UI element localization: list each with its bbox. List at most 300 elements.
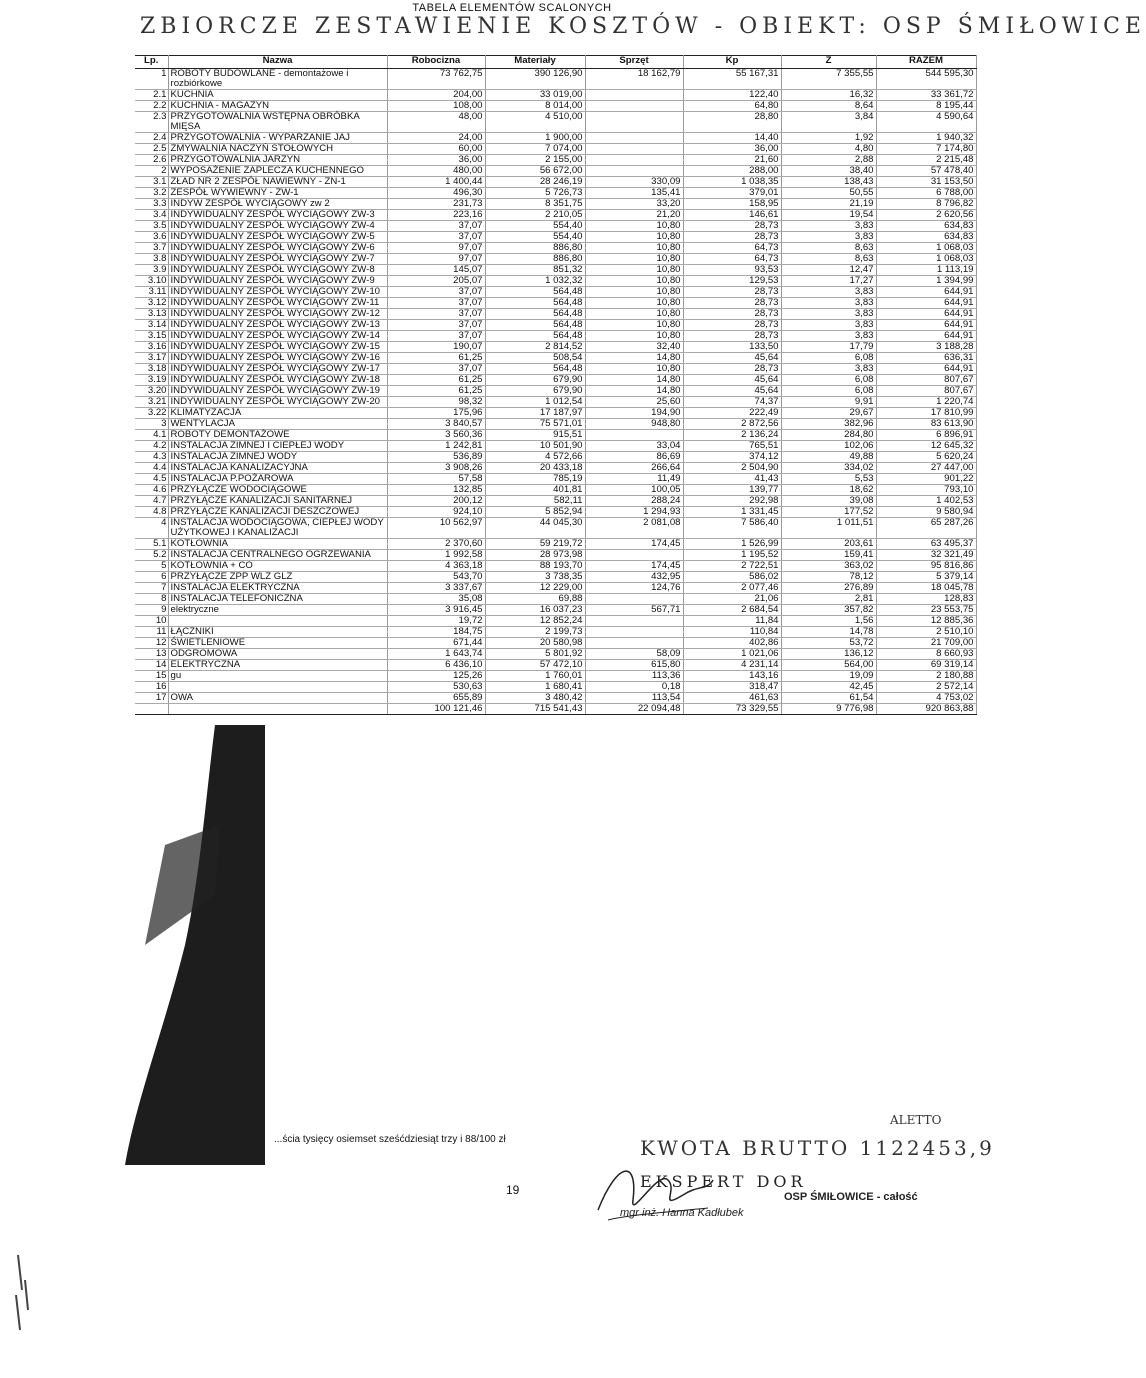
- row-materialy: 390 126,90: [485, 69, 585, 90]
- row-robocizna: 671,44: [387, 638, 485, 649]
- row-z: 17,79: [781, 342, 876, 353]
- row-kp: 2 136,24: [683, 430, 781, 441]
- row-lp: 5: [135, 561, 168, 572]
- row-razem: 1 394,99: [876, 276, 976, 287]
- row-razem: 21 709,00: [876, 638, 976, 649]
- row-lp: 4.8: [135, 507, 168, 518]
- row-lp: 3.18: [135, 364, 168, 375]
- table-row: [135, 232, 976, 243]
- row-name: INDYW ZESPÓŁ WYCIĄGOWY zw 2: [168, 199, 387, 210]
- table-row: [135, 276, 976, 287]
- row-name: INDYWIDUALNY ZESPÓŁ WYCIĄGOWY ZW-7: [168, 254, 387, 265]
- row-name: PRZYŁĄCZE KANALIZACJI DESZCZOWEJ: [168, 507, 387, 518]
- row-robocizna: 24,00: [387, 133, 485, 144]
- table-row: [135, 518, 976, 539]
- row-razem: 636,31: [876, 353, 976, 364]
- table-row: [135, 386, 976, 397]
- row-robocizna: 37,07: [387, 364, 485, 375]
- row-robocizna: 10 562,97: [387, 518, 485, 539]
- row-materialy: 2 210,05: [485, 210, 585, 221]
- row-lp: 10: [135, 616, 168, 627]
- row-razem: 6 896,91: [876, 430, 976, 441]
- row-materialy: 44 045,30: [485, 518, 585, 539]
- row-kp: 45,64: [683, 353, 781, 364]
- row-robocizna: 190,07: [387, 342, 485, 353]
- row-robocizna: 48,00: [387, 112, 485, 133]
- total-z: 9 776,98: [781, 704, 876, 715]
- row-robocizna: 175,96: [387, 408, 485, 419]
- row-kp: 586,02: [683, 572, 781, 583]
- row-lp: 3.11: [135, 287, 168, 298]
- row-kp: 64,73: [683, 243, 781, 254]
- row-sprzet: 14,80: [585, 375, 683, 386]
- total-razem: 920 863,88: [876, 704, 976, 715]
- row-lp: 3.17: [135, 353, 168, 364]
- row-lp: 3.8: [135, 254, 168, 265]
- row-lp: 2.1: [135, 90, 168, 101]
- row-z: 39,08: [781, 496, 876, 507]
- row-lp: 11: [135, 627, 168, 638]
- row-sprzet: 174,45: [585, 561, 683, 572]
- row-kp: 222,49: [683, 408, 781, 419]
- row-robocizna: 37,07: [387, 298, 485, 309]
- row-kp: 28,73: [683, 331, 781, 342]
- row-materialy: 564,48: [485, 364, 585, 375]
- row-razem: 128,83: [876, 594, 976, 605]
- row-materialy: 10 501,90: [485, 441, 585, 452]
- row-name: INDYWIDUALNY ZESPÓŁ WYCIĄGOWY ZW-10: [168, 287, 387, 298]
- table-row: [135, 375, 976, 386]
- table-row: [135, 331, 976, 342]
- row-sprzet: 10,80: [585, 265, 683, 276]
- row-materialy: 582,11: [485, 496, 585, 507]
- row-robocizna: 37,07: [387, 331, 485, 342]
- row-z: 4,80: [781, 144, 876, 155]
- row-sprzet: 32,40: [585, 342, 683, 353]
- row-z: 42,45: [781, 682, 876, 693]
- row-sprzet: 266,64: [585, 463, 683, 474]
- row-kp: 64,73: [683, 254, 781, 265]
- row-z: 18,62: [781, 485, 876, 496]
- table-row: [135, 561, 976, 572]
- row-razem: 2 215,48: [876, 155, 976, 166]
- row-name: KUCHNIA - MAGAZYN: [168, 101, 387, 112]
- col-header-kp: Kp: [683, 56, 781, 69]
- row-sprzet: 10,80: [585, 320, 683, 331]
- row-razem: 5 620,24: [876, 452, 976, 463]
- row-name: PRZYŁĄCZE ZPP WLZ GLZ: [168, 572, 387, 583]
- row-robocizna: 3 840,57: [387, 419, 485, 430]
- row-lp: 4.7: [135, 496, 168, 507]
- row-name: PRZYGOTOWALNIA - WYPARZANIE JAJ: [168, 133, 387, 144]
- row-materialy: 564,48: [485, 298, 585, 309]
- row-razem: 5 379,14: [876, 572, 976, 583]
- row-z: 138,43: [781, 177, 876, 188]
- row-z: 3,83: [781, 287, 876, 298]
- row-sprzet: 14,80: [585, 386, 683, 397]
- row-lp: 2.2: [135, 101, 168, 112]
- total-robocizna: 100 121,46: [387, 704, 485, 715]
- table-row: [135, 210, 976, 221]
- row-kp: 14,40: [683, 133, 781, 144]
- table-row: [135, 243, 976, 254]
- row-lp: 5.1: [135, 539, 168, 550]
- row-z: 2,81: [781, 594, 876, 605]
- row-lp: 13: [135, 649, 168, 660]
- row-sprzet: 135,41: [585, 188, 683, 199]
- row-z: 276,89: [781, 583, 876, 594]
- row-name: INSTALACJA WODOCIĄGOWA, CIEPŁEJ WODY UŻYTKOWEJ I KANALIZACJI: [168, 518, 387, 539]
- row-lp: 3.19: [135, 375, 168, 386]
- row-z: 363,02: [781, 561, 876, 572]
- row-z: 177,52: [781, 507, 876, 518]
- row-materialy: 7 074,00: [485, 144, 585, 155]
- table-row: [135, 638, 976, 649]
- row-robocizna: 37,07: [387, 287, 485, 298]
- row-z: 382,96: [781, 419, 876, 430]
- row-razem: 1 940,32: [876, 133, 976, 144]
- row-kp: 7 586,40: [683, 518, 781, 539]
- row-razem: 1 068,03: [876, 243, 976, 254]
- row-z: 78,12: [781, 572, 876, 583]
- table-row: [135, 682, 976, 693]
- col-header-robocizna: Robocizna: [387, 56, 485, 69]
- row-materialy: 851,32: [485, 265, 585, 276]
- row-z: 53,72: [781, 638, 876, 649]
- table-total-row: [135, 704, 976, 715]
- row-name: KLIMATYZACJA: [168, 408, 387, 419]
- row-z: 8,63: [781, 254, 876, 265]
- row-sprzet: 10,80: [585, 232, 683, 243]
- row-z: 3,83: [781, 232, 876, 243]
- row-razem: 8 660,93: [876, 649, 976, 660]
- row-kp: 2 722,51: [683, 561, 781, 572]
- row-materialy: 5 726,73: [485, 188, 585, 199]
- row-name: ŁĄCZNIKI: [168, 627, 387, 638]
- row-lp: 1: [135, 69, 168, 90]
- row-materialy: 679,90: [485, 375, 585, 386]
- row-sprzet: 10,80: [585, 221, 683, 232]
- table-row: [135, 287, 976, 298]
- row-lp: 3.13: [135, 309, 168, 320]
- table-row: [135, 342, 976, 353]
- row-materialy: 75 571,01: [485, 419, 585, 430]
- row-z: 3,83: [781, 331, 876, 342]
- row-name: INDYWIDUALNY ZESPÓŁ WYCIĄGOWY ZW-9: [168, 276, 387, 287]
- row-kp: 158,95: [683, 199, 781, 210]
- row-z: 2,88: [781, 155, 876, 166]
- table-row: [135, 112, 976, 133]
- table-row: [135, 452, 976, 463]
- row-lp: 2.5: [135, 144, 168, 155]
- row-sprzet: 567,71: [585, 605, 683, 616]
- row-robocizna: 1 242,81: [387, 441, 485, 452]
- row-kp: 374,12: [683, 452, 781, 463]
- row-razem: 95 816,86: [876, 561, 976, 572]
- row-sprzet: 33,04: [585, 441, 683, 452]
- row-z: 334,02: [781, 463, 876, 474]
- row-kp: 11,84: [683, 616, 781, 627]
- row-kp: 21,06: [683, 594, 781, 605]
- row-razem: 544 595,30: [876, 69, 976, 90]
- row-razem: 3 188,28: [876, 342, 976, 353]
- cost-table: [135, 55, 977, 715]
- row-z: 6,08: [781, 375, 876, 386]
- row-z: 9,91: [781, 397, 876, 408]
- row-lp: 7: [135, 583, 168, 594]
- row-kp: 765,51: [683, 441, 781, 452]
- amount-in-words: ...ścia tysięcy osiemset sześćdziesiąt trzy i 88/100 zł: [274, 1134, 506, 1145]
- row-kp: 28,73: [683, 232, 781, 243]
- row-lp: 8: [135, 594, 168, 605]
- table-row: [135, 474, 976, 485]
- row-sprzet: 14,80: [585, 353, 683, 364]
- row-lp: 4.4: [135, 463, 168, 474]
- row-kp: 288,00: [683, 166, 781, 177]
- row-name: INDYWIDUALNY ZESPÓŁ WYCIĄGOWY ZW-15: [168, 342, 387, 353]
- table-row: [135, 583, 976, 594]
- stamp-name: mgr inż. Hanna Kadłubek: [620, 1207, 744, 1219]
- row-sprzet: 10,80: [585, 331, 683, 342]
- row-name: ELEKTRYCZNA: [168, 660, 387, 671]
- row-razem: 18 045,78: [876, 583, 976, 594]
- row-z: 1,92: [781, 133, 876, 144]
- row-lp: 3.7: [135, 243, 168, 254]
- row-materialy: 20 433,18: [485, 463, 585, 474]
- row-robocizna: 231,73: [387, 199, 485, 210]
- table-row: [135, 144, 976, 155]
- row-robocizna: 536,89: [387, 452, 485, 463]
- row-robocizna: 3 916,45: [387, 605, 485, 616]
- row-z: 1 011,51: [781, 518, 876, 539]
- row-robocizna: 60,00: [387, 144, 485, 155]
- row-razem: 644,91: [876, 309, 976, 320]
- row-sprzet: 1 294,93: [585, 507, 683, 518]
- row-robocizna: 37,07: [387, 309, 485, 320]
- row-z: 159,41: [781, 550, 876, 561]
- row-razem: 9 580,94: [876, 507, 976, 518]
- row-z: 50,55: [781, 188, 876, 199]
- row-lp: 15: [135, 671, 168, 682]
- row-robocizna: 200,12: [387, 496, 485, 507]
- row-robocizna: 2 370,60: [387, 539, 485, 550]
- row-name: INDYWIDUALNY ZESPÓŁ WYCIĄGOWY ZW-20: [168, 397, 387, 408]
- row-name: INDYWIDUALNY ZESPÓŁ WYCIĄGOWY ZW-13: [168, 320, 387, 331]
- row-materialy: 1 012,54: [485, 397, 585, 408]
- row-sprzet: [585, 101, 683, 112]
- row-razem: 4 590,64: [876, 112, 976, 133]
- row-materialy: 57 472,10: [485, 660, 585, 671]
- row-kp: 133,50: [683, 342, 781, 353]
- row-z: 3,83: [781, 221, 876, 232]
- table-row: [135, 430, 976, 441]
- table-row: [135, 101, 976, 112]
- row-materialy: 2 155,00: [485, 155, 585, 166]
- row-z: 17,27: [781, 276, 876, 287]
- row-lp: 3.9: [135, 265, 168, 276]
- row-razem: 644,91: [876, 364, 976, 375]
- row-robocizna: 61,25: [387, 375, 485, 386]
- row-materialy: 3 480,42: [485, 693, 585, 704]
- handwritten-note: ALETTO: [890, 1113, 942, 1127]
- row-kp: 45,64: [683, 375, 781, 386]
- row-razem: 32 321,49: [876, 550, 976, 561]
- row-robocizna: 543,70: [387, 572, 485, 583]
- row-kp: 28,73: [683, 221, 781, 232]
- total-kp: 73 329,55: [683, 704, 781, 715]
- row-name: INDYWIDUALNY ZESPÓŁ WYCIĄGOWY ZW-19: [168, 386, 387, 397]
- row-robocizna: 37,07: [387, 320, 485, 331]
- row-z: 19,54: [781, 210, 876, 221]
- row-razem: 7 174,80: [876, 144, 976, 155]
- row-name: INDYWIDUALNY ZESPÓŁ WYCIĄGOWY ZW-8: [168, 265, 387, 276]
- table-row: [135, 265, 976, 276]
- row-lp: 3.14: [135, 320, 168, 331]
- row-robocizna: 924,10: [387, 507, 485, 518]
- row-kp: 129,53: [683, 276, 781, 287]
- row-kp: 2 872,56: [683, 419, 781, 430]
- row-sprzet: [585, 616, 683, 627]
- row-robocizna: 1 992,58: [387, 550, 485, 561]
- row-name: INSTALACJA ZIMNEJ I CIEPŁEJ WODY: [168, 441, 387, 452]
- total-sprzet: 22 094,48: [585, 704, 683, 715]
- row-razem: 644,91: [876, 320, 976, 331]
- table-row: [135, 441, 976, 452]
- row-lp: 3.20: [135, 386, 168, 397]
- row-materialy: 4 572,66: [485, 452, 585, 463]
- row-name: INSTALACJA P.POŻAROWA: [168, 474, 387, 485]
- table-row: [135, 320, 976, 331]
- row-materialy: 564,48: [485, 309, 585, 320]
- row-name: INSTALACJA TELEFONICZNA: [168, 594, 387, 605]
- row-kp: 2 504,90: [683, 463, 781, 474]
- table-row: [135, 221, 976, 232]
- row-robocizna: 3 337,67: [387, 583, 485, 594]
- row-sprzet: 10,80: [585, 254, 683, 265]
- row-sprzet: [585, 430, 683, 441]
- row-sprzet: 194,90: [585, 408, 683, 419]
- row-kp: 28,73: [683, 364, 781, 375]
- table-row: [135, 671, 976, 682]
- row-sprzet: [585, 155, 683, 166]
- row-robocizna: 6 436,10: [387, 660, 485, 671]
- table-row: [135, 254, 976, 265]
- row-razem: 1 113,19: [876, 265, 976, 276]
- row-razem: 17 810,99: [876, 408, 976, 419]
- row-razem: 644,91: [876, 331, 976, 342]
- table-row: [135, 364, 976, 375]
- row-lp: 3.10: [135, 276, 168, 287]
- row-robocizna: 655,89: [387, 693, 485, 704]
- row-name: ODGROMOWA: [168, 649, 387, 660]
- row-robocizna: 3 908,26: [387, 463, 485, 474]
- row-lp: 3.12: [135, 298, 168, 309]
- row-name: INDYWIDUALNY ZESPÓŁ WYCIĄGOWY ZW-6: [168, 243, 387, 254]
- row-materialy: 8 014,00: [485, 101, 585, 112]
- row-name: ROBOTY BUDOWLANE - demontażowe i rozbiórkowe: [168, 69, 387, 90]
- row-z: 203,61: [781, 539, 876, 550]
- row-razem: 65 287,26: [876, 518, 976, 539]
- row-kp: 122,40: [683, 90, 781, 101]
- row-kp: 1 526,99: [683, 539, 781, 550]
- row-name: INDYWIDUALNY ZESPÓŁ WYCIĄGOWY ZW-5: [168, 232, 387, 243]
- row-robocizna: 145,07: [387, 265, 485, 276]
- row-kp: 64,80: [683, 101, 781, 112]
- row-sprzet: 330,09: [585, 177, 683, 188]
- row-kp: 1 038,35: [683, 177, 781, 188]
- row-z: 19,09: [781, 671, 876, 682]
- row-razem: 2 510,10: [876, 627, 976, 638]
- row-name: elektryczne: [168, 605, 387, 616]
- row-lp: 4: [135, 518, 168, 539]
- row-materialy: 2 814,52: [485, 342, 585, 353]
- row-kp: 4 231,14: [683, 660, 781, 671]
- row-razem: 83 613,90: [876, 419, 976, 430]
- row-kp: 41,43: [683, 474, 781, 485]
- stamp-role: EKSPERT DOR: [640, 1172, 807, 1191]
- row-lp: 3.3: [135, 199, 168, 210]
- row-materialy: 554,40: [485, 232, 585, 243]
- row-sprzet: 58,09: [585, 649, 683, 660]
- row-z: 3,83: [781, 309, 876, 320]
- row-z: 16,32: [781, 90, 876, 101]
- row-z: 49,88: [781, 452, 876, 463]
- row-lp: 4.6: [135, 485, 168, 496]
- row-name: INSTALACJA ZIMNEJ WODY: [168, 452, 387, 463]
- row-name: INSTALACJA ELEKTRYCZNA: [168, 583, 387, 594]
- row-kp: 318,47: [683, 682, 781, 693]
- row-razem: 8 195,44: [876, 101, 976, 112]
- table-row: [135, 69, 976, 90]
- row-z: 8,64: [781, 101, 876, 112]
- row-z: 102,06: [781, 441, 876, 452]
- row-name: INDYWIDUALNY ZESPÓŁ WYCIĄGOWY ZW-18: [168, 375, 387, 386]
- col-header-sprzet: Sprzęt: [585, 56, 683, 69]
- row-name: gu: [168, 671, 387, 682]
- row-materialy: 56 672,00: [485, 166, 585, 177]
- row-materialy: 5 852,94: [485, 507, 585, 518]
- row-z: 3,83: [781, 364, 876, 375]
- row-sprzet: 0,18: [585, 682, 683, 693]
- row-lp: 4.1: [135, 430, 168, 441]
- row-razem: 12 885,36: [876, 616, 976, 627]
- row-z: 357,82: [781, 605, 876, 616]
- row-kp: 55 167,31: [683, 69, 781, 90]
- row-name: PRZYGOTOWALNIA JARZYN: [168, 155, 387, 166]
- row-sprzet: 124,76: [585, 583, 683, 594]
- row-kp: 110,84: [683, 627, 781, 638]
- row-kp: 2 684,54: [683, 605, 781, 616]
- table-row: [135, 627, 976, 638]
- row-razem: 69 319,14: [876, 660, 976, 671]
- row-robocizna: 98,32: [387, 397, 485, 408]
- row-sprzet: [585, 594, 683, 605]
- row-razem: 793,10: [876, 485, 976, 496]
- table-row: [135, 616, 976, 627]
- document-title: TABELA ELEMENTÓW SCALONYCH: [412, 2, 612, 14]
- handwritten-amount: KWOTA BRUTTO 1122453,9: [640, 1136, 995, 1160]
- row-razem: 901,22: [876, 474, 976, 485]
- row-materialy: 2 199,73: [485, 627, 585, 638]
- col-header-razem: RAZEM: [876, 56, 976, 69]
- row-lp: 2.6: [135, 155, 168, 166]
- table-row: [135, 539, 976, 550]
- row-robocizna: 1 643,74: [387, 649, 485, 660]
- table-row: [135, 649, 976, 660]
- row-robocizna: 37,07: [387, 232, 485, 243]
- row-kp: 21,60: [683, 155, 781, 166]
- row-robocizna: 36,00: [387, 155, 485, 166]
